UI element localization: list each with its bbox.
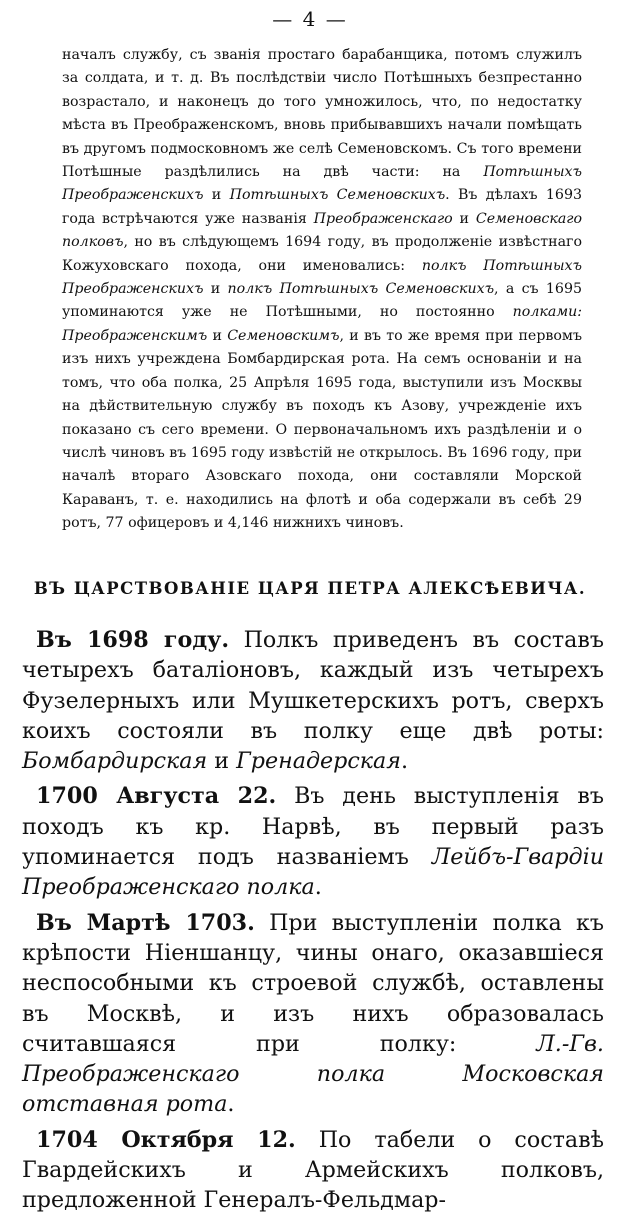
entry-1704: 1704 Октября 12. По табели о составѣ Гвардейскихъ и Армейскихъ полковъ, предложенной Генералъ-Фельдмар-	[22, 1126, 605, 1214]
page-number: — 4 —	[272, 7, 348, 31]
main-text	[22, 625, 604, 1221]
section-heading: ВЪ ЦАРСТВОВАНІЕ ЦАРЯ ПЕТРА АЛЕКСѢЕВИЧА.	[33, 579, 587, 598]
entry-1698: Въ 1698 году. Полкъ приведенъ въ составъ четырехъ баталіоновъ, каждый изъ четырехъ Фузелерныхъ или Мушкетерскихъ ротъ, сверхъ коихъ состояли въ полку еще двѣ роты: Бомбардирская и Гренадерская.	[22, 627, 604, 775]
entry-1700: 1700 Августа 22. Въ день выступленія въ походъ къ кр. Нарвѣ, въ первый разъ упоминается подъ названіемъ Лейбъ-Гвардіи Преображенскаго полка.	[22, 783, 604, 901]
entry-1703: Въ Мартѣ 1703. При выступленіи полка къ крѣпости Ніеншанцу, чины онаго, оказавшіеся неспособными къ строевой службѣ, оставлены въ Москвѣ, и изъ нихъ образовалась считавшаяся при полку: Л.-Гв. Преображенскаго полка Московская отставная рота.	[22, 909, 604, 1118]
footnote-text: началъ службу, съ званія простаго барабанщика, потомъ служилъ за солдата, и т. д. Въ послѣдствіи число Потѣшныхъ безпрестанно возрастало, и наконецъ до того умножилось, что, по недостатку мѣста въ Преображенскомъ, вновь прибывавшихъ начали помѣщать въ другомъ подмосковномъ же селѣ Семеновскомъ. Съ того времени Потѣшные раздѣлились на двѣ части: на Потѣшныхъ Преображенскихъ и Потѣшныхъ Семеновскихъ. Въ дѣлахъ 1693 года встрѣчаются уже названія Преображенскаго и Семеновскаго полковъ, но въ слѣдующемъ 1694 году, въ продолженіе извѣстнаго Кожуховскаго похода, они именовались: полкъ Потѣшныхъ Преображенскихъ и полкъ Потѣшныхъ Семеновскихъ, а съ 1695 упоминаются уже не Потѣшными, но постоянно полками: Преображенскимъ и Семеновскимъ, и въ то же время при первомъ изъ нихъ учреждена Бомбардирская рота. На семъ основаніи и на томъ, что оба полка, 25 Апрѣля 1695 года, выступили изъ Москвы на дѣйствительную службу въ походъ къ Азову, учрежденіе ихъ показано съ сего времени. О первоначальномъ ихъ раздѣленіи и о числѣ чиновъ въ 1695 году извѣстій не открылось. Въ 1696 году, при началѣ втораго Азовскаго похода, они составляли Морской Караванъ, т. е. находились на флотѣ и оба содержали въ себѣ 29 ротъ, 77 офицеровъ и 4,146 нижнихъ чиновъ.	[62, 47, 582, 532]
